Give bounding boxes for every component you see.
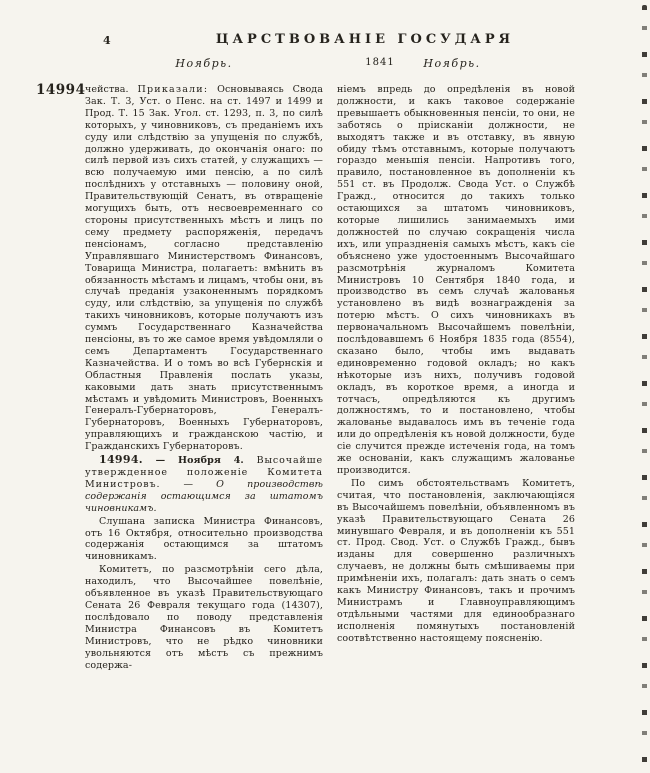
right-column	[337, 84, 575, 672]
paragraph: По симъ обстоятельствамъ Комитетъ, считая, что постановленія, заключающіяся въ Высочайшемъ повелѣніи, объявленномъ въ указѣ Правительствующаго Сената 26 минувшаго Февраля, и въ дополненіи къ 551 ст. Прод. Свод. Уст. о Службѣ Гражд., бывъ изданы для совершенно различныхъ случаевъ, не должны быть смѣшиваемы при примѣненіи ихъ, полагалъ: дать знать о семъ какъ Министру Финансовъ, такъ и прочимъ Министрамъ и Главноуправляющимъ отдѣльными частями для единообразнаго исполненія помянутыхъ постановленій соотвѣтственно настоящему поясненію.	[337, 477, 575, 644]
scan-edge-artifacts	[642, 5, 647, 768]
article-number: 14994.	[99, 453, 143, 467]
continuation-lead: чейства.	[85, 84, 138, 95]
running-head-year: 1841	[365, 57, 395, 68]
article-heading	[85, 454, 323, 515]
article-subject: — О производствѣ содержанія остающимся за штатомъ чиновникамъ.	[85, 478, 323, 514]
paragraph-continuation	[85, 84, 323, 453]
paragraph: Комитетъ, по разсмотрѣніи сего дѣла, находилъ, что Высочайшее повелѣніе, объявленное въ указѣ Правительствующаго Сената 26 Февраля текущаго года (14307), послѣдовало по поводу представленія Министра Финансовъ въ Комитетъ Министровъ, что не рѣдко чиновники увольняются отъ мѣстъ съ прежнимъ содержа-	[85, 564, 323, 671]
article-date: — Ноября 4.	[142, 455, 257, 467]
article-margin-number: 14994	[36, 82, 86, 98]
resolution-word: Приказали:	[137, 84, 209, 95]
paragraph-continuation: ніемъ впредь до опредѣленія въ новой должности, и какъ таковое содержаніе превышаетъ обыкновенныя пенсіи, то они, не заботясь о пріисканіи должности, не выходятъ также и въ отставку, въ явную обиду тѣмъ отставнымъ, которые получаютъ гораздо меньшія пенсіи. Напротивъ того, правило, постановленное въ дополненіи къ 551 ст. въ Продолж. Свода Уст. о Службѣ Гражд., относится до такихъ только остающихся за штатомъ чиновниковъ, которые лишились занимаемыхъ ими должностей по случаю сокращенія числа ихъ, или упраздненія самыхъ мѣстъ, какъ сіе объяснено уже удостоеннымъ Высочайшаго разсмотрѣнія журналомъ Комитета Министровъ 10 Сентября 1840 года, и производство въ семъ случаѣ жалованья установлено въ видѣ вознагражденія за потерю мѣстъ. О сихъ чиновникахъ въ первоначальномъ Высочайшемъ повелѣніи, послѣдовавшемъ 6 Ноября 1835 года (8554), сказано было, чтобы имъ выдавать единовременно годовой окладъ; но какъ нѣкоторые изъ нихъ, получивъ годовой окладъ, въ короткое время, а иногда и тотчасъ, опредѣляются къ другимъ должностямъ, то и постановлено, чтобы жалованье выдавалось имъ въ теченіе года или до опредѣленія къ новой должности, буде сіе случится прежде истеченія года, на томъ же основаніи, какъ служащимъ жалованье производится.	[337, 84, 575, 476]
paragraph: Слушана записка Министра Финансовъ, отъ 16 Октября, относительно производства содержанія остающимся за штатомъ чиновникамъ.	[85, 515, 323, 563]
running-head-month-right: Ноябрь.	[423, 57, 481, 70]
text-columns	[85, 84, 575, 672]
running-head-month-left: Ноябрь.	[175, 57, 233, 70]
article-title: Высочайше утвержденное положеніе Комитета Министровъ.	[85, 455, 323, 490]
page-number: 4	[103, 34, 111, 47]
continuation-rest: Основываясь Свода Зак. Т. 3, Уст. о Пенс. на ст. 1497 и 1499 и Прод. Т. 15 Зак. Угол. ст. 1293, п. 3, по силѣ которыхъ, у чиновниковъ, съ преданіемъ ихъ суду или слѣдствію за упущенія по службѣ, должно удерживать, до окончанія онаго: по силѣ первой изъ сихъ статей, у служащихъ — всю получаемую ими пенсію, а по силѣ послѣднихъ у отставныхъ — половину оной, Правительствующій Сенатъ, въ отвращеніе могущихъ быть, отъ несвоевременнаго со стороны присутственныхъ мѣстъ и лицъ по сему предмету распоряженія, передачъ пенсіонамъ, согласно представленію Управлявшаго Министерствомъ Финансовъ, Товарища Министра, полагаетъ: вмѣнить въ обязанность мѣстамъ и лицамъ, чтобы они, въ случаѣ преданія узаконеннымъ порядкомъ суду, или слѣдствію, за упущенія по службѣ такихъ чиновниковъ, которые получаютъ изъ суммъ Государственнаго Казначейства пенсіоны, въ то же самое время увѣдомляли о семъ Департаментъ Государственнаго Казначейства. И о томъ во всѣ Губернскія и Областныя Правленія послать указы, каковыми дать знать присутственнымъ мѣстамъ и увѣдомить Министровъ, Военныхъ Генералъ-Губернаторовъ, Генералъ-Губернаторовъ, Военныхъ Губернаторовъ, управляющихъ и гражданскою частію, и Гражданскихъ Губернаторовъ.	[85, 84, 323, 453]
page-header-title: ЦАРСТВОВАНІЕ ГОСУДАРЯ	[215, 32, 515, 47]
left-column	[85, 84, 323, 672]
